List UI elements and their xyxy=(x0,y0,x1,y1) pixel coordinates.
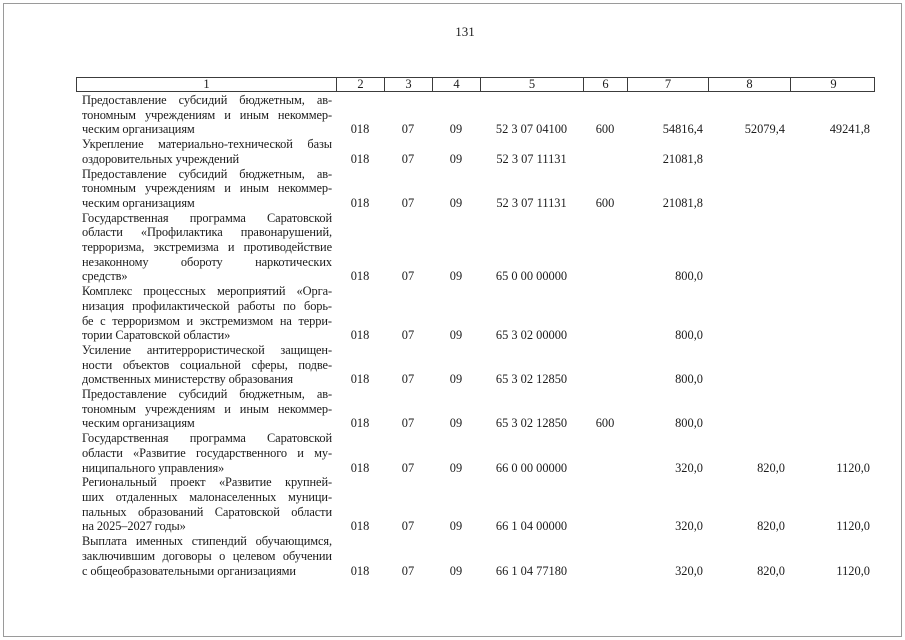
column-header-7: 7 xyxy=(628,78,709,91)
row-name-line: Комплекс процессных мероприятий «Орга- xyxy=(82,284,332,299)
row-value-col8: 52079,4 xyxy=(744,122,785,137)
row-value-col4: 09 xyxy=(449,460,463,475)
row-name-cell xyxy=(76,387,336,431)
row-value-col5: 52 3 07 04100 xyxy=(495,122,568,137)
row-name-line: бе с терроризмом и экстремизмом на терри- xyxy=(82,313,332,328)
row-name-line: тории Саратовской области» xyxy=(82,328,231,343)
row-value-col7: 320,0 xyxy=(675,563,703,578)
row-value-col4: 09 xyxy=(449,195,463,210)
row-value-col7: 800,0 xyxy=(675,416,703,431)
row-value-col2: 018 xyxy=(350,416,370,431)
row-value-col4: 09 xyxy=(449,372,463,387)
row-name-line: домственных министерству образования xyxy=(82,372,293,387)
row-value-col3: 07 xyxy=(401,416,415,431)
row-name-line: тономным учреждениям и иным некоммер- xyxy=(82,181,332,196)
row-value-col5: 66 1 04 77180 xyxy=(495,563,568,578)
row-value-col9: 1120,0 xyxy=(836,460,870,475)
column-header-5: 5 xyxy=(481,78,584,91)
row-name-line: ческим организациям xyxy=(82,122,195,137)
column-header-9: 9 xyxy=(830,77,837,91)
row-value-col7: 800,0 xyxy=(675,372,703,387)
row-value-col9: 1120,0 xyxy=(836,519,870,534)
row-value-col2: 018 xyxy=(350,328,370,343)
row-name-line: ческим организациям xyxy=(82,416,195,431)
column-header-2: 2 xyxy=(337,78,385,91)
row-value-col3: 07 xyxy=(401,372,415,387)
row-value-col2: 018 xyxy=(350,460,370,475)
row-name-line: незаконному обороту наркотических xyxy=(82,254,332,269)
row-name-cell xyxy=(76,211,336,285)
row-value-col3: 07 xyxy=(401,563,415,578)
row-name-line: пальных образований Саратовской области xyxy=(82,504,332,519)
row-value-col4: 09 xyxy=(449,328,463,343)
row-name-line: ших отдаленных малонаселенных муници- xyxy=(82,489,332,504)
row-value-col5: 65 3 02 12850 xyxy=(495,372,568,387)
row-name-line: ности объектов социальной сферы, подве- xyxy=(82,357,332,372)
column-header-8: 8 xyxy=(709,78,791,91)
row-value-col7: 21081,8 xyxy=(662,151,703,166)
row-value-col2: 018 xyxy=(350,563,370,578)
row-name-line: Государственная программа Саратовской xyxy=(82,431,332,446)
row-name-line: заключившим договоры о целевом обучении xyxy=(82,548,332,563)
row-name-cell xyxy=(76,431,336,475)
row-value-col6: 600 xyxy=(595,122,615,137)
row-name-line: терроризма, экстремизма и противодействие xyxy=(82,240,332,255)
row-value-col7: 800,0 xyxy=(675,328,703,343)
row-value-col6: 600 xyxy=(595,195,615,210)
row-value-col3: 07 xyxy=(401,195,415,210)
row-name-line: ческим организациям xyxy=(82,195,195,210)
row-value-col5: 66 1 04 00000 xyxy=(495,519,568,534)
row-name-line: Предоставление субсидий бюджетным, ав- xyxy=(82,387,332,402)
row-value-col8: 820,0 xyxy=(757,519,785,534)
table-row xyxy=(76,167,875,211)
row-value-col2: 018 xyxy=(350,519,370,534)
row-name-line: низация профилактической работы по борь- xyxy=(82,298,332,313)
row-value-col7: 320,0 xyxy=(675,519,703,534)
row-name-line: Предоставление субсидий бюджетным, ав- xyxy=(82,93,332,107)
table-row xyxy=(76,475,875,534)
row-value-col2: 018 xyxy=(350,372,370,387)
column-header-1: 1 xyxy=(77,78,337,91)
row-name-cell xyxy=(76,284,336,343)
table-row xyxy=(76,534,875,578)
table-row xyxy=(76,284,875,343)
row-value-col3: 07 xyxy=(401,519,415,534)
row-name-cell xyxy=(76,93,336,137)
row-name-cell xyxy=(76,137,336,166)
row-name-line: тономным учреждениям и иным некоммер- xyxy=(82,401,332,416)
row-name-line: Усиление антитеррористической защищен- xyxy=(82,342,332,357)
row-value-col5: 52 3 07 11131 xyxy=(496,195,567,210)
row-name-line: средств» xyxy=(82,269,128,284)
row-value-col4: 09 xyxy=(449,563,463,578)
row-value-col9: 49241,8 xyxy=(829,122,870,137)
row-value-col7: 320,0 xyxy=(675,460,703,475)
row-name-line: Региональный проект «Развитие крупней- xyxy=(82,475,332,490)
row-value-col2: 018 xyxy=(350,151,370,166)
row-name-line: Укрепление материально-технической базы xyxy=(82,137,332,152)
row-value-col5: 65 3 02 12850 xyxy=(495,416,568,431)
row-value-col3: 07 xyxy=(401,328,415,343)
row-value-col3: 07 xyxy=(401,122,415,137)
row-value-col3: 07 xyxy=(401,460,415,475)
column-header-6: 6 xyxy=(584,78,628,91)
table-row xyxy=(76,211,875,285)
row-name-line: области «Развитие государственного и му- xyxy=(82,445,332,460)
row-name-line: Государственная программа Саратовской xyxy=(82,210,332,225)
row-value-col8: 820,0 xyxy=(757,563,785,578)
row-value-col5: 65 0 00 00000 xyxy=(495,269,568,284)
row-name-cell xyxy=(76,475,336,534)
row-value-col3: 07 xyxy=(401,269,415,284)
row-name-cell xyxy=(76,167,336,211)
row-value-col8: 820,0 xyxy=(757,460,785,475)
row-value-col5: 66 0 00 00000 xyxy=(495,460,568,475)
row-name-cell xyxy=(76,534,336,578)
row-name-line: области «Профилактика правонарушений, xyxy=(82,225,332,240)
row-name-cell xyxy=(76,343,336,387)
table-row xyxy=(76,93,875,137)
column-header-4: 4 xyxy=(433,78,481,91)
row-name-line: с общеобразовательными организациями xyxy=(82,563,296,578)
row-value-col3: 07 xyxy=(401,151,415,166)
row-value-col7: 21081,8 xyxy=(662,195,703,210)
page-number: 131 xyxy=(455,24,475,39)
row-value-col2: 018 xyxy=(350,269,370,284)
row-value-col4: 09 xyxy=(449,122,463,137)
table-row xyxy=(76,137,875,166)
row-value-col5: 52 3 07 11131 xyxy=(496,151,567,166)
table-row xyxy=(76,387,875,431)
row-value-col5: 65 3 02 00000 xyxy=(495,328,568,343)
row-name-line: Предоставление субсидий бюджетным, ав- xyxy=(82,166,332,181)
column-header-3: 3 xyxy=(385,78,433,91)
row-name-line: на 2025–2027 годы» xyxy=(82,519,186,534)
budget-table xyxy=(76,77,875,578)
row-value-col4: 09 xyxy=(449,519,463,534)
row-value-col6: 600 xyxy=(595,416,615,431)
row-value-col2: 018 xyxy=(350,195,370,210)
row-value-col9: 1120,0 xyxy=(836,563,870,578)
row-value-col7: 54816,4 xyxy=(662,122,703,137)
row-value-col4: 09 xyxy=(449,269,463,284)
row-value-col4: 09 xyxy=(449,151,463,166)
row-value-col2: 018 xyxy=(350,122,370,137)
row-value-col4: 09 xyxy=(449,416,463,431)
table-body xyxy=(76,93,875,578)
row-name-line: тономным учреждениям и иным некоммер- xyxy=(82,107,332,122)
row-name-line: Выплата именных стипендий обучающимся, xyxy=(82,534,332,549)
table-row xyxy=(76,343,875,387)
row-name-line: оздоровительных учреждений xyxy=(82,151,240,166)
row-value-col7: 800,0 xyxy=(675,269,703,284)
table-row xyxy=(76,431,875,475)
row-name-line: ниципального управления» xyxy=(82,460,225,475)
table-header-row xyxy=(76,77,875,92)
